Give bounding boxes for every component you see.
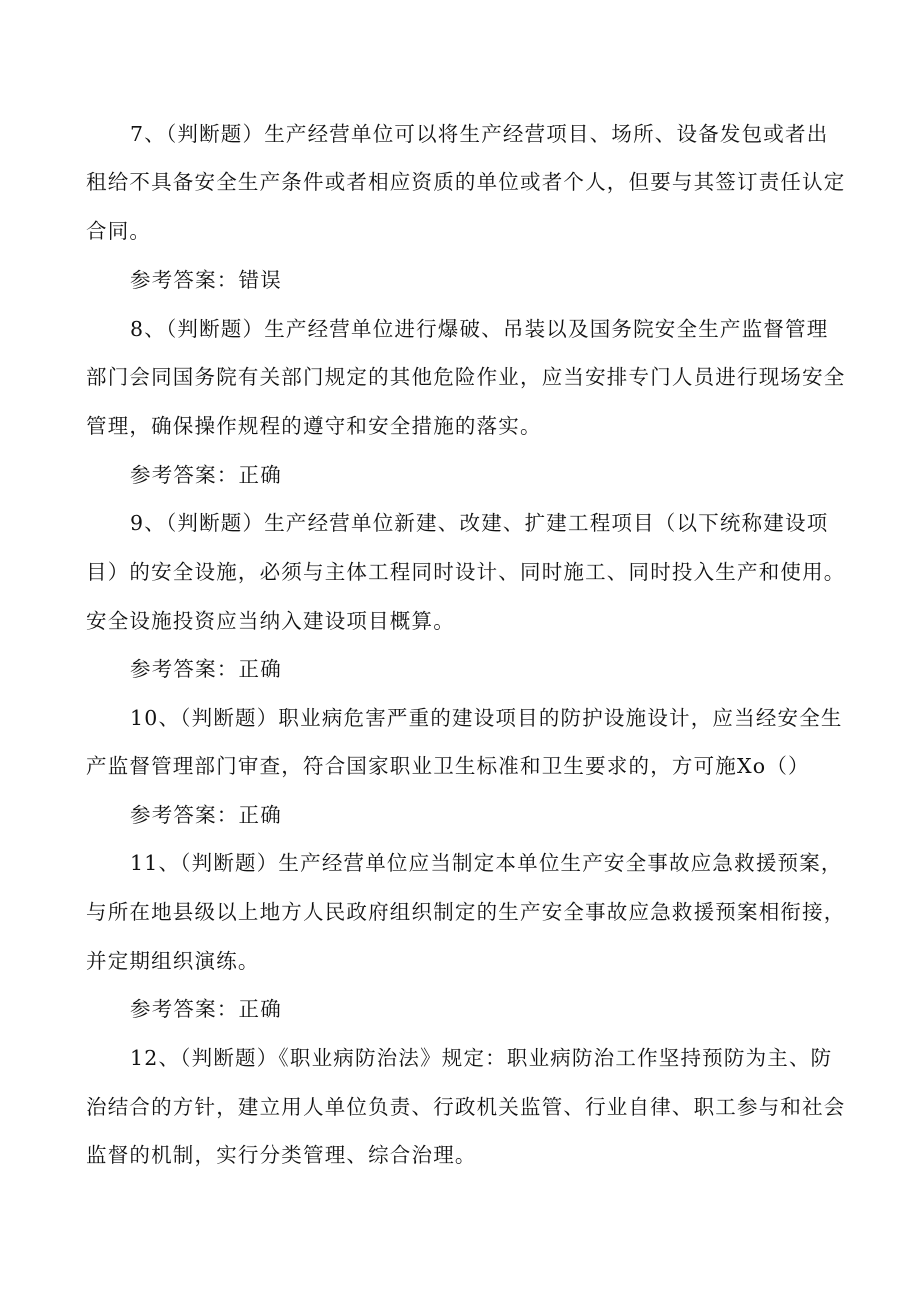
question-9-line-2: 目）的安全设施，必须与主体工程同时设计、同时施工、同时投入生产和使用。 <box>86 560 846 584</box>
question-11-line-3: 并定期组织演练。 <box>86 949 260 973</box>
question-10-line-1: 10、（判断题）职业病危害严重的建设项目的防护设施设计，应当经安全生 <box>130 706 843 730</box>
question-11-line-2: 与所在地县级以上地方人民政府组织制定的生产安全事故应急救援预案相衔接， <box>86 900 846 924</box>
question-8-line-2: 部门会同国务院有关部门规定的其他危险作业，应当安排专门人员进行现场安全 <box>86 365 846 389</box>
question-12-line-3: 监督的机制，实行分类管理、综合治理。 <box>86 1143 477 1167</box>
question-7-line-3: 合同。 <box>86 219 152 243</box>
question-10-line-2: 产监督管理部门审查，符合国家职业卫生标准和卫生要求的，方可施Xo（） <box>86 754 810 778</box>
question-9-line-3: 安全设施投资应当纳入建设项目概算。 <box>86 609 455 633</box>
question-11-line-1: 11、（判断题）生产经营单位应当制定本单位生产安全事故应急救援预案， <box>130 851 843 875</box>
question-8-line-3: 管理，确保操作规程的遵守和安全措施的落实。 <box>86 414 542 438</box>
question-9-answer: 参考答案：正确 <box>130 657 282 681</box>
question-12-line-1: 12、（判断题）《职业病防治法》规定：职业病防治工作坚持预防为主、防 <box>130 1046 833 1070</box>
question-9-line-1: 9、（判断题）生产经营单位新建、改建、扩建工程项目（以下统称建设项 <box>130 511 829 535</box>
question-8-answer: 参考答案：正确 <box>130 463 282 487</box>
question-7-answer: 参考答案：错误 <box>130 268 282 292</box>
question-8-line-1: 8、（判断题）生产经营单位进行爆破、吊装以及国务院安全生产监督管理 <box>130 317 829 341</box>
question-7-line-2: 租给不具备安全生产条件或者相应资质的单位或者个人，但要与其签订责任认定 <box>86 170 846 194</box>
question-12-line-2: 治结合的方针，建立用人单位负责、行政机关监管、行业自律、职工参与和社会 <box>86 1095 846 1119</box>
question-10-answer: 参考答案：正确 <box>130 803 282 827</box>
question-11-answer: 参考答案：正确 <box>130 997 282 1021</box>
question-7-line-1: 7、（判断题）生产经营单位可以将生产经营项目、场所、设备发包或者出 <box>130 122 829 146</box>
